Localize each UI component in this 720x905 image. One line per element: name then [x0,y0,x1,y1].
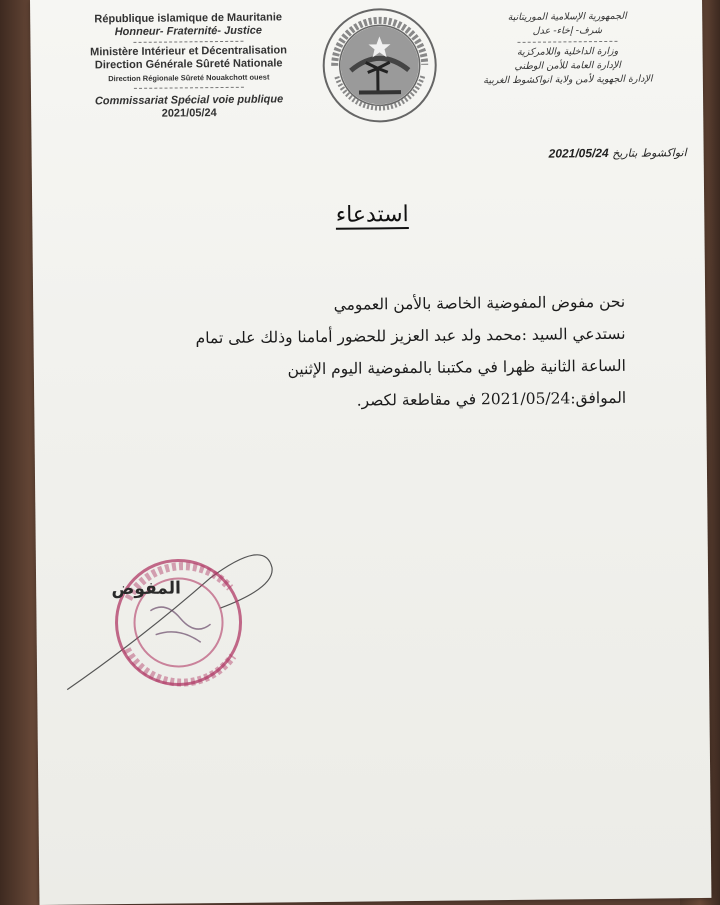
fr-directorate: Direction Générale Sûreté Nationale [94,57,283,72]
official-stamp-icon [60,537,282,699]
ar-regional-directorate: الإدارة الجهوية لأمن ولاية انواكشوط الغربية [483,73,653,87]
summons-body [195,286,627,418]
fr-divider [133,41,243,43]
national-emblem-icon [320,6,439,125]
body-line: نحن مفوض المفوضية الخاصة بالأمن العمومي [333,292,626,314]
place-date-line [477,145,687,161]
ar-motto: شرف- إخاء- عدل [532,25,603,37]
fr-commissariat: Commissariat Spécial voie publique [94,93,284,108]
ar-ministry: وزارة الداخلية واللامركزية [516,45,619,58]
place-date-value: 2021/05/24 [548,145,609,161]
fr-motto: Honneur- Fraternité- Justice [114,24,263,39]
body-line: الموافق:2021/05/24 في مقاطعة لكصر. [356,388,627,410]
document-title: استدعاء [335,202,409,228]
body-line: الساعة الثانية ظهرا في مكتبنا بالمفوضية اليوم الإثنين [287,356,626,379]
fr-divider [134,87,244,89]
ar-country: الجمهورية الإسلامية الموريتانية [507,10,627,23]
summons-document [30,0,711,905]
fr-country: République islamique de Mauritanie [94,11,283,26]
ar-directorate: الإدارة العامة للأمن الوطني [514,59,621,72]
arabic-header [442,9,693,89]
ar-divider [517,41,617,43]
body-line: نستدعي السيد :محمد ولد عبد العزيز للحضور أمامنا وذلك على تمام [195,324,626,348]
fr-regional-directorate: Direction Régionale Sûreté Nouakchott ouest [108,72,270,84]
fr-ministry: Ministère Intérieur et Décentralisation [90,44,288,59]
place-date-label: انواكشوط بتاريخ [612,146,687,160]
french-header [70,11,307,121]
fr-date: 2021/05/24 [161,107,217,120]
signer-title: المفوض [111,578,181,600]
